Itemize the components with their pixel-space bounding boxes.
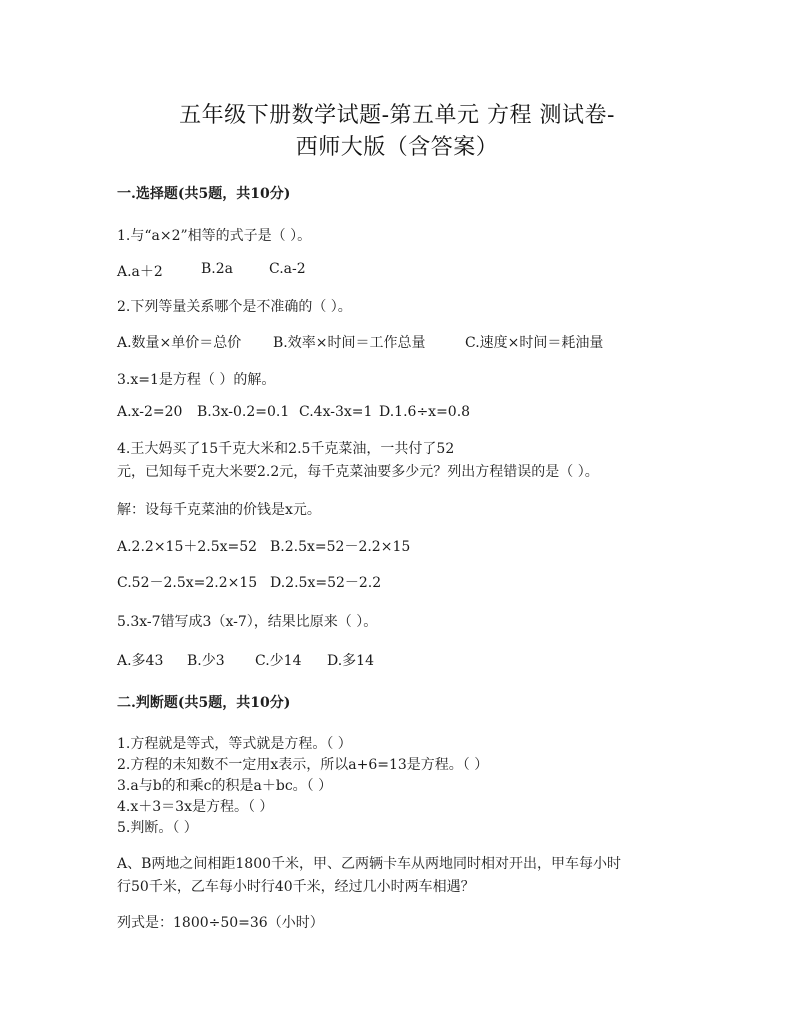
section-2-heading: 二.判断题(共5题，共10分) xyxy=(117,695,291,711)
question-5-options xyxy=(117,650,737,668)
option-c: C.4x-3x=1 xyxy=(299,404,373,420)
option-d: D.多14 xyxy=(327,653,374,669)
question-1-options xyxy=(117,261,737,279)
judge-item-2: 2.方程的未知数不一定用x表示，所以a+6=13是方程。（ ） xyxy=(117,757,489,773)
question-3-text: 3.x=1是方程（ ）的解。 xyxy=(117,372,276,388)
question-2-options xyxy=(117,332,737,350)
doc-title-line-2: 西师大版（含答案） xyxy=(295,135,499,160)
question-4-options-row-1 xyxy=(117,536,737,554)
question-1-text: 1.与“a×2”相等的式子是（ ）。 xyxy=(117,228,312,244)
option-b: B.3x-0.2=0.1 xyxy=(197,404,290,420)
judge-item-4: 4.x＋3＝3x是方程。（ ） xyxy=(117,799,274,815)
option-b: B.2.5x=52－2.2×15 xyxy=(270,539,411,555)
question-2-text: 2.下列等量关系哪个是不准确的（ ）。 xyxy=(117,299,352,315)
judge-item-1: 1.方程就是等式，等式就是方程。（ ） xyxy=(117,736,352,752)
option-b: B.效率×时间＝工作总量 xyxy=(273,335,426,351)
option-c: C.a-2 xyxy=(269,261,306,277)
option-c: C.52－2.5x=2.2×15 xyxy=(117,575,258,591)
question-4-text-line-2: 元，已知每千克大米要2.2元，每千克菜油要多少元？列出方程错误的是（ ）。 xyxy=(117,464,599,480)
question-3-options xyxy=(117,404,737,422)
judge-item-5: 5.判断。（ ） xyxy=(117,820,198,836)
option-a: A.多43 xyxy=(117,653,164,669)
judge-item-3: 3.a与b的和乘c的积是a＋bc。（ ） xyxy=(117,778,333,794)
question-4-text-line-1: 4.王大妈买了15千克大米和2.5千克菜油，一共付了52 xyxy=(117,441,455,457)
option-b: B.2a xyxy=(201,261,233,277)
option-a: A.x-2=20 xyxy=(117,404,183,420)
option-d: D.1.6÷x=0.8 xyxy=(379,404,471,420)
question-4-options-row-2 xyxy=(117,572,737,590)
question-5-text: 5.3x-7错写成3（x-7），结果比原来（ ）。 xyxy=(117,614,378,630)
judge-5-problem-line-2: 行50千米，乙车每小时行40千米，经过几小时两车相遇？ xyxy=(117,879,475,895)
option-a: A.a＋2 xyxy=(117,264,163,280)
judge-5-formula: 列式是：1800÷50=36（小时） xyxy=(117,915,324,931)
question-4-solution: 解：设每千克菜油的价钱是x元。 xyxy=(117,502,321,518)
option-a: A.数量×单价＝总价 xyxy=(117,335,242,351)
section-1-heading: 一.选择题(共5题，共10分) xyxy=(117,186,291,202)
option-d: D.2.5x=52－2.2 xyxy=(270,575,382,591)
option-a: A.2.2×15＋2.5x=52 xyxy=(117,539,258,555)
option-c: C.少14 xyxy=(255,653,302,669)
option-c: C.速度×时间＝耗油量 xyxy=(465,335,604,351)
doc-title-line-1: 五年级下册数学试题-第五单元 方程 测试卷- xyxy=(179,103,615,128)
option-b: B.少3 xyxy=(187,653,225,669)
judge-5-problem-line-1: A、B两地之间相距1800千米，甲、乙两辆卡车从两地同时相对开出，甲车每小时 xyxy=(117,856,622,872)
